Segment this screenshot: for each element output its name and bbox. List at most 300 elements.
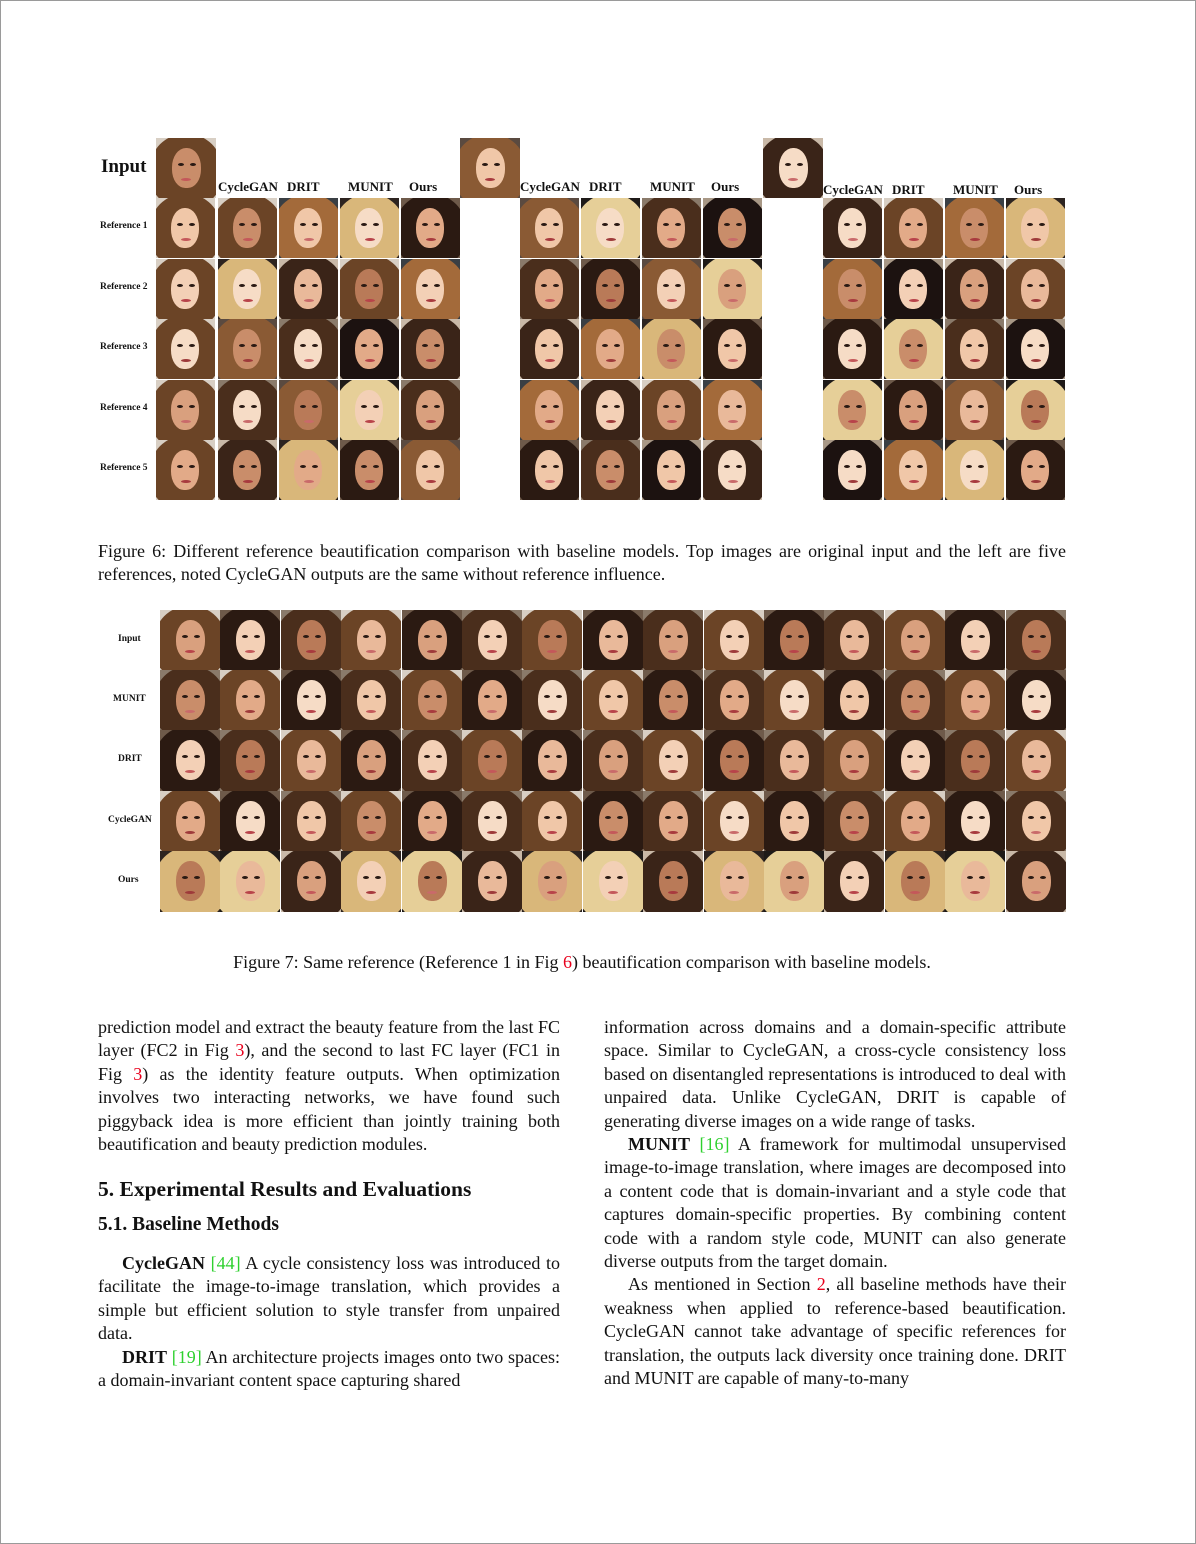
face-thumbnail [824,730,884,791]
face-eye [177,344,183,347]
face-thumbnail [462,670,522,731]
face-lips [243,420,253,423]
face-eye [496,635,502,638]
face-lips [243,359,253,362]
face-skin [596,450,624,490]
face-thumbnail [402,670,462,731]
face-lips [304,420,314,423]
figure-7-caption-prefix: Figure 7: Same reference (Reference 1 in Fig [233,952,563,972]
face-eye [907,755,913,758]
face-eye [605,755,611,758]
face-thumbnail [884,319,943,379]
figure-6 [0,0,1196,520]
face-thumbnail [824,851,884,912]
face-lips [185,650,195,653]
face-thumbnail [281,730,341,791]
face-skin [838,329,866,369]
face-thumbnail [402,851,462,912]
face-eye [541,284,547,287]
face-eye [424,876,430,879]
face-thumbnail [341,670,401,731]
face-thumbnail [945,319,1004,379]
face-skin [357,620,386,660]
cyclegan-name: CycleGAN [122,1253,205,1273]
face-eye [312,223,318,226]
face-lips [970,420,980,423]
face-lips [848,480,858,483]
face-eye [312,284,318,287]
face-thumbnail [156,259,215,319]
face-eye [856,223,862,226]
face-thumbnail [583,730,643,791]
face-thumbnail [945,440,1004,500]
face-eye [905,465,911,468]
text-span: As mentioned in Section [628,1274,817,1295]
face-eye [553,465,559,468]
face-eye [1028,876,1034,879]
fig7-row-label: Input [118,634,141,644]
face-eye [194,876,200,879]
face-lips [545,299,555,302]
drit-cite-link[interactable]: [19] [171,1346,202,1367]
face-eye [182,695,188,698]
face-lips [909,480,919,483]
face-lips [306,710,316,713]
face-lips [970,299,980,302]
face-lips [667,480,677,483]
face-eye [251,284,257,287]
face-thumbnail [520,440,579,500]
face-lips [243,480,253,483]
section-2-ref-link[interactable]: 2 [816,1274,826,1295]
face-thumbnail [462,730,522,791]
face-lips [608,710,618,713]
face-eye [239,344,245,347]
face-thumbnail [581,319,640,379]
face-lips [487,891,497,894]
face-thumbnail [401,319,460,379]
face-eye [553,405,559,408]
face-lips [427,710,437,713]
face-skin [297,801,326,841]
face-eye [978,465,984,468]
face-thumbnail [340,380,399,440]
face-eye [182,755,188,758]
face-skin [1022,620,1051,660]
face-skin [171,329,199,369]
face-lips [789,891,799,894]
face-eye [856,465,862,468]
face-thumbnail [581,259,640,319]
face-eye [905,405,911,408]
face-thumbnail [823,198,882,258]
face-eye [373,344,379,347]
face-thumbnail [462,851,522,912]
face-thumbnail [581,380,640,440]
face-eye [434,465,440,468]
face-skin [657,269,685,309]
face-skin [357,740,386,780]
face-eye [434,405,440,408]
face-eye [315,816,321,819]
face-eye [361,344,367,347]
face-eye [605,816,611,819]
face-skin [416,390,444,430]
face-lips [909,359,919,362]
face-thumbnail [220,670,280,731]
face-thumbnail [703,319,762,379]
face-eye [724,284,730,287]
face-thumbnail [1006,198,1065,258]
face-lips [1031,831,1041,834]
face-thumbnail [643,670,703,731]
face-lips [426,299,436,302]
face-eye [785,163,791,166]
face-eye [919,755,925,758]
face-thumbnail [581,440,640,500]
face-eye [786,635,792,638]
face-eye [786,876,792,879]
face-skin [840,740,869,780]
face-skin [961,740,990,780]
face-lips [848,420,858,423]
face-thumbnail [1006,319,1065,379]
face-eye [436,695,442,698]
face-eye [919,695,925,698]
munit-cite-link[interactable]: [16] [699,1134,730,1155]
face-thumbnail [1006,440,1065,500]
face-skin [233,390,261,430]
face-eye [1028,635,1034,638]
face-eye [614,344,620,347]
fig-3-ref-link[interactable]: 3 [133,1063,143,1084]
face-lips [487,770,497,773]
text-span: ) as the identity feature outputs. When optimization involves two interacting networks, we have found such piggyback idea is more efficient than jointly training both beautification and beauty prediction modules. [98,1063,560,1155]
face-skin [960,208,988,248]
face-lips [185,831,195,834]
face-eye [736,284,742,287]
face-eye [907,635,913,638]
face-thumbnail [341,730,401,791]
face-skin [233,450,261,490]
face-eye [422,465,428,468]
face-thumbnail [703,380,762,440]
face-thumbnail [160,791,220,852]
face-skin [780,861,809,901]
face-skin [171,390,199,430]
face-eye [496,695,502,698]
face-eye [361,405,367,408]
face-skin [355,269,383,309]
face-lips [427,650,437,653]
face-thumbnail [824,791,884,852]
face-lips [910,710,920,713]
face-eye [541,223,547,226]
fig6-column-label: DRIT [287,179,320,194]
fig-3-ref-link[interactable]: 3 [235,1040,245,1061]
face-lips [729,770,739,773]
face-eye [798,755,804,758]
face-lips [181,359,191,362]
face-eye [194,816,200,819]
face-eye [614,465,620,468]
face-skin [780,801,809,841]
face-lips [910,831,920,834]
face-lips [365,420,375,423]
face-skin [176,861,205,901]
face-thumbnail [1006,259,1065,319]
fig6-column-label: CycleGAN [218,179,278,194]
face-eye [726,876,732,879]
fig6-column-label: DRIT [589,179,622,194]
face-eye [182,876,188,879]
face-eye [1040,635,1046,638]
face-thumbnail [340,259,399,319]
face-skin [599,680,628,720]
face-skin [961,801,990,841]
face-eye [239,465,245,468]
face-lips [1031,420,1041,423]
face-eye [978,405,984,408]
face-eye [907,695,913,698]
face-skin [171,450,199,490]
face-eye [966,344,972,347]
face-eye [844,465,850,468]
face-lips [185,710,195,713]
face-thumbnail [218,319,277,379]
face-skin [538,620,567,660]
face-lips [304,238,314,241]
face-eye [189,344,195,347]
face-skin [780,680,809,720]
face-thumbnail [643,610,703,671]
face-thumbnail [581,198,640,258]
face-thumbnail [823,319,882,379]
face-skin [355,208,383,248]
face-skin [780,740,809,780]
fig6-column-label: MUNIT [953,182,998,197]
face-thumbnail [156,440,215,500]
face-eye [177,405,183,408]
munit-name: MUNIT [628,1134,690,1155]
face-thumbnail [401,440,460,500]
text-span: A cycle consistency loss was introduced to facilitate the image-to-image translation, which provides a simple but efficient solution to style transfer from unpaired data. [98,1253,560,1344]
face-skin [1021,329,1049,369]
face-skin [840,801,869,841]
face-eye [675,223,681,226]
text-span: prediction model and extract the beauty feature from the last FC layer (FC2 in Fig [98,1017,560,1061]
face-thumbnail [279,380,338,440]
face-thumbnail [156,319,215,379]
face-lips [1031,299,1041,302]
face-eye [496,755,502,758]
face-eye [482,163,488,166]
face-thumbnail [642,380,701,440]
face-lips [848,359,858,362]
face-eye [239,284,245,287]
face-eye [724,223,730,226]
face-eye [617,695,623,698]
face-skin [657,329,685,369]
face-skin [901,740,930,780]
face-skin [538,680,567,720]
face-eye [484,816,490,819]
figure-7-caption [98,951,1066,974]
face-eye [422,405,428,408]
face-eye [194,695,200,698]
face-eye [422,223,428,226]
fig6-column-label: MUNIT [650,179,695,194]
face-skin [899,450,927,490]
face-skin [294,208,322,248]
face-eye [617,635,623,638]
face-lips [365,299,375,302]
face-eye [856,344,862,347]
face-lips [545,238,555,241]
face-eye [602,284,608,287]
face-lips [909,238,919,241]
face-lips [487,710,497,713]
face-eye [738,876,744,879]
face-skin [535,329,563,369]
face-skin [171,208,199,248]
face-eye [602,465,608,468]
face-skin [294,450,322,490]
face-eye [736,405,742,408]
face-thumbnail [402,610,462,671]
text-span: ), and the second to last FC layer (FC1 in Fig [98,1040,560,1084]
face-thumbnail [885,791,945,852]
face-thumbnail [763,138,823,198]
face-skin [535,269,563,309]
face-lips [910,770,920,773]
face-eye [239,223,245,226]
face-skin [418,861,447,901]
face-eye [422,344,428,347]
face-eye [541,344,547,347]
face-thumbnail [704,851,764,912]
face-thumbnail [462,791,522,852]
face-lips [606,420,616,423]
face-lips [365,238,375,241]
face-skin [294,269,322,309]
face-skin [418,801,447,841]
fig6-row-label: Reference 5 [100,463,148,473]
face-eye [553,223,559,226]
face-lips [728,238,738,241]
face-thumbnail [520,198,579,258]
face-thumbnail [704,610,764,671]
face-thumbnail [703,259,762,319]
face-thumbnail [823,440,882,500]
face-thumbnail [281,791,341,852]
face-thumbnail [218,259,277,319]
face-eye [1040,695,1046,698]
face-eye [605,695,611,698]
face-eye [726,755,732,758]
face-thumbnail [520,259,579,319]
face-skin [657,208,685,248]
left-column-baselines [98,1252,560,1392]
face-eye [373,465,379,468]
face-skin [538,861,567,901]
face-eye [602,223,608,226]
face-skin [901,801,930,841]
face-lips [608,650,618,653]
face-thumbnail [642,198,701,258]
face-thumbnail [160,851,220,912]
face-thumbnail [945,259,1004,319]
face-lips [1031,891,1041,894]
face-lips [848,299,858,302]
fig6-row-label: Reference 4 [100,403,148,413]
right-column-paragraph-1: information across domains and a domain-specific attribute space. Similar to CycleGAN, a cross-cycle consistency loss based on disentangled representations is introduced to deal with unpaired data. Unlike CycleGAN, DRIT is capable of generating diverse images on a wide range of tasks. [604,1017,1066,1131]
face-lips [608,770,618,773]
face-eye [663,223,669,226]
face-thumbnail [1006,851,1066,912]
text-span: A framework for multimodal unsupervised image-to-image translation, where images are decomposed into a content code that is domain-invariant and a style code that captures domain-specific properties. By combining content code with a random style code, MUNIT can also generate diverse outputs from the target domain. [604,1134,1066,1272]
face-lips [427,770,437,773]
figure-7-caption-ref-link[interactable]: 6 [562,952,572,972]
face-lips [1031,650,1041,653]
face-eye [978,344,984,347]
face-thumbnail [160,730,220,791]
face-thumbnail [402,730,462,791]
face-skin [718,450,746,490]
face-eye [797,163,803,166]
cyclegan-cite-link[interactable]: [44] [210,1253,241,1273]
face-lips [789,710,799,713]
face-lips [1031,710,1041,713]
face-lips [181,238,191,241]
face-skin [599,740,628,780]
face-eye [494,163,500,166]
face-lips [729,650,739,653]
face-skin [720,680,749,720]
face-thumbnail [945,851,1005,912]
fig6-column-label: CycleGAN [520,179,580,194]
face-eye [844,405,850,408]
face-thumbnail [460,138,520,198]
face-eye [798,876,804,879]
face-thumbnail [522,851,582,912]
face-thumbnail [341,791,401,852]
face-eye [726,635,732,638]
face-eye [300,223,306,226]
face-lips [667,420,677,423]
face-eye [978,284,984,287]
face-lips [970,480,980,483]
face-skin [236,620,265,660]
fig6-column-label: Ours [409,179,438,194]
face-skin [596,329,624,369]
face-skin [357,861,386,901]
face-eye [1028,816,1034,819]
face-lips [910,891,920,894]
face-skin [176,740,205,780]
face-eye [434,344,440,347]
face-eye [724,465,730,468]
face-skin [659,680,688,720]
face-eye [605,876,611,879]
face-eye [303,816,309,819]
face-eye [553,344,559,347]
face-lips [728,359,738,362]
fig7-row-label: CycleGAN [108,815,152,825]
face-skin [599,801,628,841]
face-thumbnail [1006,610,1066,671]
left-column-paragraph-1 [98,1016,560,1156]
